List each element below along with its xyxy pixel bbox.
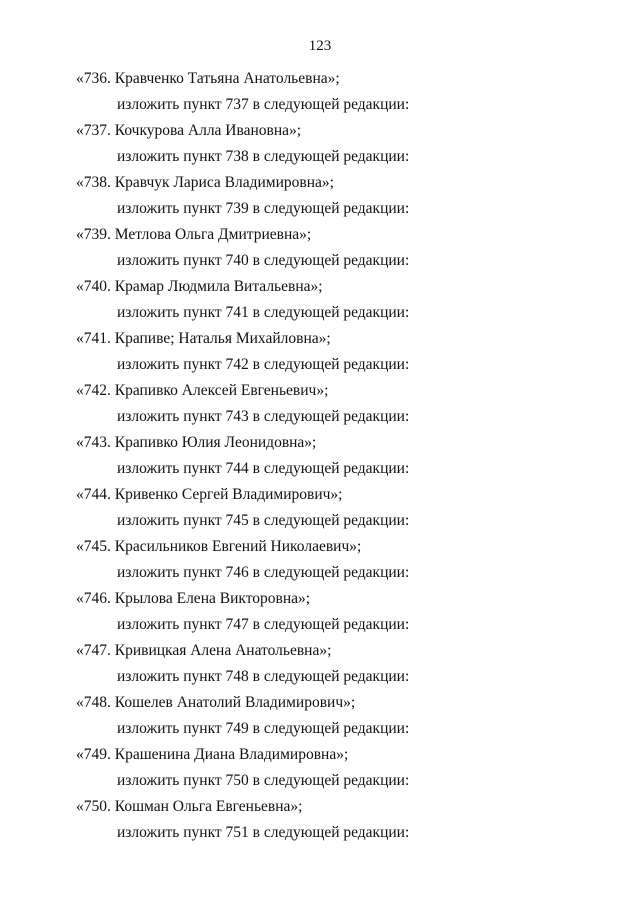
list-item bbox=[0, 430, 640, 482]
instruction-text: изложить пункт 751 в следующей редакции: bbox=[117, 824, 410, 841]
instruction-text: изложить пункт 738 в следующей редакции: bbox=[117, 148, 410, 165]
list-item bbox=[0, 378, 640, 430]
instruction-text: изложить пункт 737 в следующей редакции: bbox=[117, 96, 410, 113]
item-text: «740. Крамар Людмила Витальевна»; bbox=[76, 278, 323, 295]
instruction-text: изложить пункт 748 в следующей редакции: bbox=[117, 668, 410, 685]
list-item bbox=[0, 222, 640, 274]
list-item bbox=[0, 534, 640, 586]
instruction-text: изложить пункт 741 в следующей редакции: bbox=[117, 304, 410, 321]
list-item bbox=[0, 690, 640, 742]
item-text: «750. Кошман Ольга Евгеньевна»; bbox=[76, 798, 303, 815]
entry-list bbox=[0, 66, 640, 846]
item-text: «748. Кошелев Анатолий Владимирович»; bbox=[76, 694, 356, 711]
page-number: 123 bbox=[308, 38, 332, 54]
list-item bbox=[0, 170, 640, 222]
list-item bbox=[0, 118, 640, 170]
item-text: «749. Крашенина Диана Владимировна»; bbox=[76, 746, 349, 763]
instruction-text: изложить пункт 743 в следующей редакции: bbox=[117, 408, 410, 425]
instruction-text: изложить пункт 744 в следующей редакции: bbox=[117, 460, 410, 477]
item-text: «742. Крапивко Алексей Евгеньевич»; bbox=[76, 382, 329, 399]
list-item bbox=[0, 742, 640, 794]
instruction-text: изложить пункт 747 в следующей редакции: bbox=[117, 616, 410, 633]
list-item bbox=[0, 274, 640, 326]
list-item bbox=[0, 66, 640, 118]
item-text: «741. Крапиве; Наталья Михайловна»; bbox=[76, 330, 331, 347]
item-text: «743. Крапивко Юлия Леонидовна»; bbox=[76, 434, 317, 451]
list-item bbox=[0, 794, 640, 846]
list-item bbox=[0, 326, 640, 378]
list-item bbox=[0, 482, 640, 534]
item-text: «738. Кравчук Лариса Владимировна»; bbox=[76, 174, 334, 191]
instruction-text: изложить пункт 742 в следующей редакции: bbox=[117, 356, 410, 373]
item-text: «746. Крылова Елена Викторовна»; bbox=[76, 590, 311, 607]
instruction-text: изложить пункт 749 в следующей редакции: bbox=[117, 720, 410, 737]
instruction-text: изложить пункт 745 в следующей редакции: bbox=[117, 512, 410, 529]
item-text: «745. Красильников Евгений Николаевич»; bbox=[76, 538, 362, 555]
list-item bbox=[0, 638, 640, 690]
instruction-text: изложить пункт 740 в следующей редакции: bbox=[117, 252, 410, 269]
item-text: «747. Кривицкая Алена Анатольевна»; bbox=[76, 642, 332, 659]
list-item bbox=[0, 586, 640, 638]
item-text: «736. Кравченко Татьяна Анатольевна»; bbox=[76, 70, 340, 87]
item-text: «737. Кочкурова Алла Ивановна»; bbox=[76, 122, 302, 139]
item-text: «739. Метлова Ольга Дмитриевна»; bbox=[76, 226, 312, 243]
instruction-text: изложить пункт 739 в следующей редакции: bbox=[117, 200, 410, 217]
instruction-text: изложить пункт 746 в следующей редакции: bbox=[117, 564, 410, 581]
item-text: «744. Кривенко Сергей Владимирович»; bbox=[76, 486, 343, 503]
instruction-text: изложить пункт 750 в следующей редакции: bbox=[117, 772, 410, 789]
